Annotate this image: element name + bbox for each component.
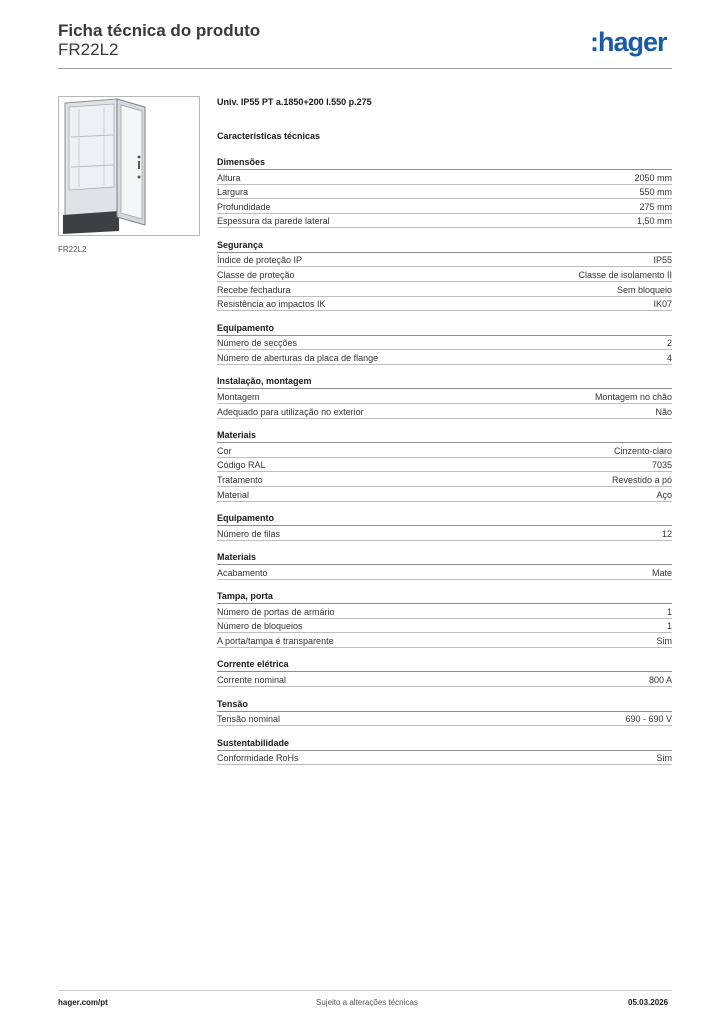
spec-value: Montagem no chão [594,392,672,403]
spec-group [217,512,672,541]
spec-groups [217,156,672,765]
spec-label: Número de filas [217,528,281,539]
spec-label: Altura [217,172,241,183]
spec-row [217,604,672,619]
spec-label: Adequado para utilização no exterior [217,406,364,417]
spec-value: 275 mm [639,201,672,212]
spec-row [217,487,672,502]
spec-value: Sim [656,753,672,764]
footer-note: Sujeito a alterações técnicas [316,998,418,1007]
spec-group-title: Materiais [217,551,672,565]
spec-value: 2 [666,338,672,349]
spec-row [217,282,672,297]
spec-row [217,672,672,687]
spec-group-title: Tensão [217,698,672,712]
footer-website[interactable]: hager.com/pt [58,998,108,1007]
spec-label: Profundidade [217,201,271,212]
spec-label: Número de secções [217,338,298,349]
spec-row [217,443,672,458]
spec-label: Código RAL [217,460,266,471]
spec-value: 4 [666,352,672,363]
spec-label: Acabamento [217,567,268,578]
spec-group-title: Materiais [217,429,672,443]
spec-value: Sim [656,635,672,646]
spec-value: 2050 mm [634,172,672,183]
spec-group-title: Tampa, porta [217,590,672,604]
spec-group [217,322,672,365]
spec-value: 690 - 690 V [625,714,672,725]
spec-row [217,185,672,200]
spec-group-title: Dimensões [217,156,672,170]
cabinet-illustration [59,97,199,235]
spec-label: Conformidade RoHs [217,753,299,764]
spec-group [217,658,672,687]
spec-group-title: Corrente elétrica [217,658,672,672]
spec-label: Índice de proteção IP [217,255,303,266]
spec-value: 800 A [648,675,672,686]
logo-text: :hager [590,28,667,57]
spec-row [217,404,672,419]
spec-group [217,698,672,727]
spec-row [217,253,672,268]
spec-row [217,751,672,766]
spec-label: Número de bloqueios [217,621,303,632]
spec-row [217,472,672,487]
spec-row [217,565,672,580]
product-name: Univ. IP55 PT a.1850+200 l.550 p.275 [217,97,372,107]
spec-label: Tratamento [217,474,263,485]
spec-row [217,350,672,365]
spec-row [217,619,672,634]
product-image-caption: FR22L2 [58,245,87,254]
spec-row [217,526,672,541]
spec-label: Espessura da parede lateral [217,216,330,227]
spec-label: Largura [217,187,249,198]
spec-label: Resistência ao impactos IK [217,299,326,310]
spec-group-title: Equipamento [217,322,672,336]
spec-label: Montagem [217,392,260,403]
spec-row [217,297,672,312]
spec-group [217,429,672,501]
spec-row [217,336,672,351]
spec-label: Cor [217,445,232,456]
spec-value: 1,50 mm [636,216,672,227]
spec-label: Classe de proteção [217,270,295,281]
spec-row [217,389,672,404]
spec-value: IP55 [653,255,672,266]
footer-date: 05.03.2026 [628,998,669,1007]
spec-value: 1 [666,621,672,632]
spec-value: 1 [666,606,672,617]
spec-value: IK07 [653,299,672,310]
spec-row [217,199,672,214]
spec-group-title: Instalação, montagem [217,375,672,389]
spec-row [217,458,672,473]
spec-value: Aço [656,489,672,500]
section-title: Características técnicas [217,131,321,141]
spec-value: Sem bloqueio [616,284,672,295]
spec-value: Revestido a pó [611,474,672,485]
spec-group-title: Equipamento [217,512,672,526]
spec-label: Corrente nominal [217,675,287,686]
spec-value: Classe de isolamento II [578,270,672,281]
spec-group-title: Segurança [217,239,672,253]
spec-group-title: Sustentabilidade [217,737,672,751]
header-divider [58,68,672,69]
spec-label: Tensão nominal [217,714,281,725]
spec-group [217,551,672,580]
spec-label: A porta/tampa é transparente [217,635,334,646]
spec-value: Não [655,406,672,417]
spec-value: Mate [651,567,672,578]
spec-row [217,214,672,229]
spec-value: Cinzento-claro [613,445,672,456]
spec-label: Recebe fechadura [217,284,291,295]
spec-content [217,96,672,776]
hager-logo [590,28,676,58]
spec-group [217,737,672,766]
product-code: FR22L2 [58,40,119,59]
spec-group [217,590,672,648]
spec-value: 12 [661,528,672,539]
spec-value: 550 mm [639,187,672,198]
spec-group [217,156,672,228]
spec-row [217,712,672,727]
footer-divider [58,990,672,991]
page-title: Ficha técnica do produto [58,21,261,40]
spec-row [217,633,672,648]
spec-group [217,239,672,311]
spec-row [217,267,672,282]
spec-label: Número de portas de armário [217,606,335,617]
spec-label: Número de aberturas da placa de flange [217,352,379,363]
spec-group [217,375,672,418]
spec-row [217,170,672,185]
product-image [58,96,200,236]
spec-label: Material [217,489,250,500]
spec-value: 7035 [651,460,672,471]
